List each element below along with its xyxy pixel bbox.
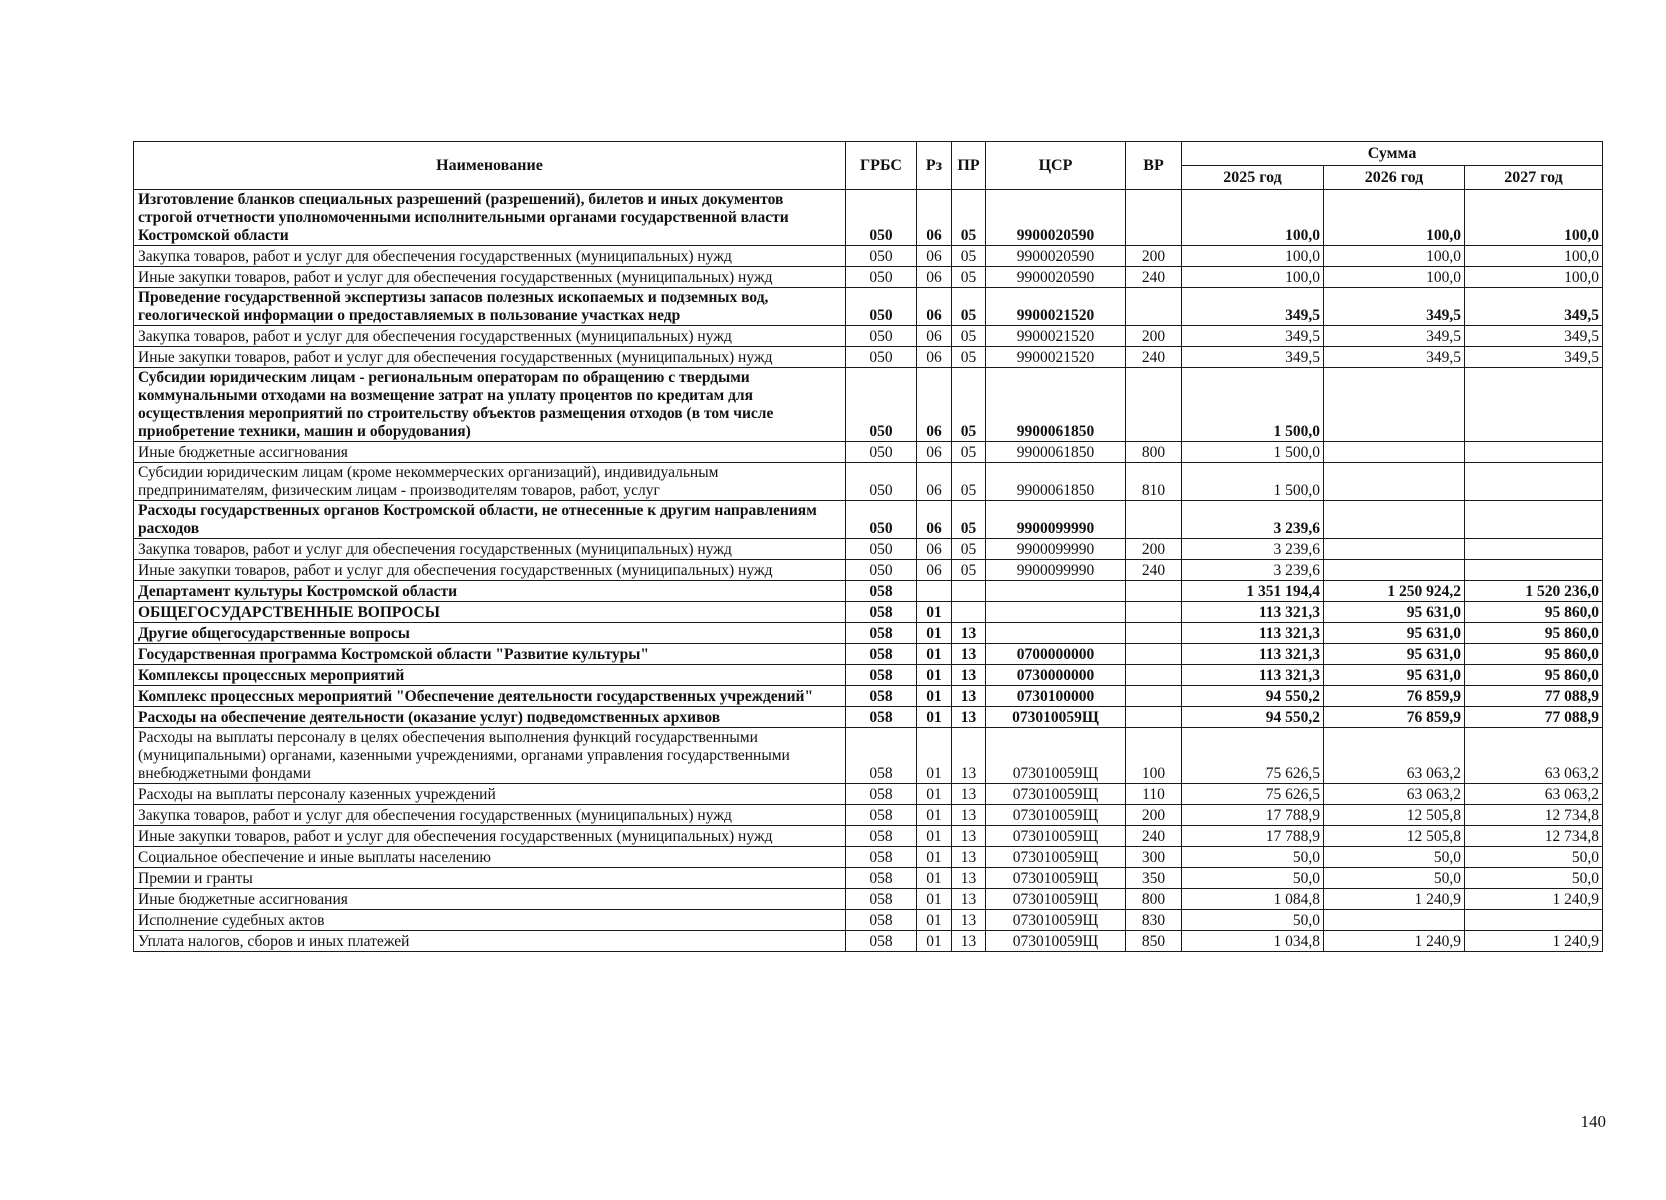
row-grbs: 058	[846, 728, 917, 784]
row-rz	[917, 581, 952, 602]
row-sum-2025: 50,0	[1182, 868, 1324, 889]
row-rz: 06	[917, 463, 952, 501]
table-row	[134, 581, 1603, 602]
row-csr: 073010059Щ	[986, 889, 1126, 910]
row-sum-2025: 100,0	[1182, 190, 1324, 246]
row-sum-2027	[1465, 560, 1603, 581]
table-row	[134, 728, 1603, 784]
row-sum-2025: 113 321,3	[1182, 665, 1324, 686]
table-row	[134, 442, 1603, 463]
row-vr: 240	[1126, 826, 1182, 847]
row-vr	[1126, 190, 1182, 246]
row-rz: 01	[917, 707, 952, 728]
row-sum-2027: 12 734,8	[1465, 826, 1603, 847]
row-grbs: 058	[846, 847, 917, 868]
row-sum-2025: 349,5	[1182, 288, 1324, 326]
row-sum-2027	[1465, 368, 1603, 442]
row-vr: 200	[1126, 246, 1182, 267]
row-vr	[1126, 707, 1182, 728]
row-name: Расходы государственных органов Костромской области, не отнесенные к другим направлениям расходов	[134, 501, 846, 539]
table-row	[134, 665, 1603, 686]
row-sum-2026: 63 063,2	[1324, 784, 1465, 805]
row-csr: 9900061850	[986, 463, 1126, 501]
table-row	[134, 326, 1603, 347]
row-pr: 13	[952, 707, 986, 728]
row-grbs: 050	[846, 368, 917, 442]
row-sum-2027	[1465, 910, 1603, 931]
row-vr	[1126, 602, 1182, 623]
table-row	[134, 826, 1603, 847]
row-csr: 073010059Щ	[986, 847, 1126, 868]
row-sum-2025: 75 626,5	[1182, 728, 1324, 784]
row-sum-2027: 63 063,2	[1465, 728, 1603, 784]
row-csr: 9900020590	[986, 267, 1126, 288]
row-pr: 05	[952, 539, 986, 560]
table-header	[134, 142, 1603, 190]
header-rz: Рз	[917, 142, 952, 190]
row-sum-2026: 50,0	[1324, 847, 1465, 868]
row-name: Иные бюджетные ассигнования	[134, 889, 846, 910]
table-row	[134, 602, 1603, 623]
row-sum-2026: 100,0	[1324, 246, 1465, 267]
row-sum-2027: 100,0	[1465, 190, 1603, 246]
row-grbs: 050	[846, 501, 917, 539]
row-pr: 13	[952, 805, 986, 826]
row-grbs: 058	[846, 868, 917, 889]
row-sum-2026: 1 240,9	[1324, 889, 1465, 910]
row-sum-2027: 1 240,9	[1465, 931, 1603, 952]
table-row	[134, 288, 1603, 326]
table-row	[134, 910, 1603, 931]
row-csr: 073010059Щ	[986, 910, 1126, 931]
row-csr: 9900021520	[986, 347, 1126, 368]
row-sum-2025: 94 550,2	[1182, 686, 1324, 707]
row-grbs: 050	[846, 267, 917, 288]
table-row	[134, 347, 1603, 368]
row-pr: 05	[952, 560, 986, 581]
row-sum-2025: 3 239,6	[1182, 539, 1324, 560]
row-sum-2025: 1 500,0	[1182, 463, 1324, 501]
row-sum-2026	[1324, 560, 1465, 581]
row-vr	[1126, 288, 1182, 326]
row-name: Субсидии юридическим лицам - региональным операторам по обращению с твердыми коммунальными отходами на возмещение затрат на уплату процентов по кредитам для осуществления мероприятий по строительству объектов размещения отходов (в том числе приобретение техники, машин и оборудования)	[134, 368, 846, 442]
row-grbs: 050	[846, 347, 917, 368]
row-csr: 9900020590	[986, 190, 1126, 246]
table-row	[134, 190, 1603, 246]
table-row	[134, 501, 1603, 539]
table-row	[134, 368, 1603, 442]
row-pr	[952, 581, 986, 602]
row-rz: 01	[917, 931, 952, 952]
row-rz: 01	[917, 623, 952, 644]
row-csr: 9900099990	[986, 501, 1126, 539]
row-pr: 13	[952, 889, 986, 910]
row-csr	[986, 602, 1126, 623]
row-grbs: 058	[846, 665, 917, 686]
row-csr: 073010059Щ	[986, 805, 1126, 826]
row-name: Государственная программа Костромской области "Развитие культуры"	[134, 644, 846, 665]
row-name: Иные закупки товаров, работ и услуг для обеспечения государственных (муниципальных) нужд	[134, 347, 846, 368]
row-pr: 13	[952, 644, 986, 665]
row-vr: 240	[1126, 267, 1182, 288]
row-grbs: 050	[846, 463, 917, 501]
row-sum-2025: 100,0	[1182, 267, 1324, 288]
row-sum-2027	[1465, 501, 1603, 539]
row-name: Иные закупки товаров, работ и услуг для обеспечения государственных (муниципальных) нужд	[134, 826, 846, 847]
row-sum-2026	[1324, 368, 1465, 442]
header-sum: Сумма	[1182, 142, 1603, 166]
row-rz: 06	[917, 288, 952, 326]
row-sum-2026: 100,0	[1324, 190, 1465, 246]
row-rz: 01	[917, 826, 952, 847]
row-pr: 13	[952, 847, 986, 868]
row-pr: 13	[952, 910, 986, 931]
row-csr: 073010059Щ	[986, 931, 1126, 952]
row-pr: 05	[952, 288, 986, 326]
row-csr: 9900099990	[986, 539, 1126, 560]
row-grbs: 058	[846, 931, 917, 952]
row-name: Комплексы процессных мероприятий	[134, 665, 846, 686]
row-rz: 01	[917, 728, 952, 784]
row-sum-2025: 1 500,0	[1182, 442, 1324, 463]
table-row	[134, 463, 1603, 501]
row-sum-2026: 1 240,9	[1324, 931, 1465, 952]
table-row	[134, 889, 1603, 910]
row-pr: 05	[952, 442, 986, 463]
row-pr: 05	[952, 501, 986, 539]
row-name: Другие общегосударственные вопросы	[134, 623, 846, 644]
row-pr: 05	[952, 190, 986, 246]
row-csr: 9900021520	[986, 326, 1126, 347]
row-sum-2026: 95 631,0	[1324, 644, 1465, 665]
row-vr: 850	[1126, 931, 1182, 952]
row-grbs: 058	[846, 686, 917, 707]
row-csr: 073010059Щ	[986, 728, 1126, 784]
row-sum-2026	[1324, 501, 1465, 539]
row-vr	[1126, 665, 1182, 686]
row-name: Изготовление бланков специальных разрешений (разрешений), билетов и иных документов строгой отчетности уполномоченными исполнительными органами государственной власти Костромской области	[134, 190, 846, 246]
row-csr: 9900099990	[986, 560, 1126, 581]
row-rz: 01	[917, 847, 952, 868]
row-vr	[1126, 501, 1182, 539]
row-sum-2025: 113 321,3	[1182, 644, 1324, 665]
row-name: Закупка товаров, работ и услуг для обеспечения государственных (муниципальных) нужд	[134, 326, 846, 347]
row-grbs: 050	[846, 560, 917, 581]
row-sum-2025: 3 239,6	[1182, 560, 1324, 581]
header-name: Наименование	[134, 142, 846, 190]
row-sum-2025: 17 788,9	[1182, 826, 1324, 847]
row-rz: 01	[917, 889, 952, 910]
row-rz: 06	[917, 368, 952, 442]
row-name: Проведение государственной экспертизы запасов полезных ископаемых и подземных вод, геологической информации о предоставляемых в пользование участках недр	[134, 288, 846, 326]
row-vr	[1126, 368, 1182, 442]
row-sum-2026	[1324, 442, 1465, 463]
row-pr: 05	[952, 267, 986, 288]
table-row	[134, 560, 1603, 581]
row-name: Премии и гранты	[134, 868, 846, 889]
row-sum-2026: 95 631,0	[1324, 602, 1465, 623]
row-pr: 13	[952, 623, 986, 644]
row-sum-2025: 113 321,3	[1182, 602, 1324, 623]
row-pr: 13	[952, 826, 986, 847]
row-sum-2027: 50,0	[1465, 847, 1603, 868]
row-pr: 05	[952, 368, 986, 442]
row-vr: 300	[1126, 847, 1182, 868]
table-row	[134, 539, 1603, 560]
row-name: Закупка товаров, работ и услуг для обеспечения государственных (муниципальных) нужд	[134, 539, 846, 560]
row-csr: 9900061850	[986, 442, 1126, 463]
row-sum-2027	[1465, 539, 1603, 560]
row-sum-2027: 95 860,0	[1465, 602, 1603, 623]
row-sum-2026: 349,5	[1324, 288, 1465, 326]
row-rz: 06	[917, 190, 952, 246]
row-sum-2026: 76 859,9	[1324, 707, 1465, 728]
row-csr: 9900061850	[986, 368, 1126, 442]
row-grbs: 058	[846, 623, 917, 644]
row-csr: 9900020590	[986, 246, 1126, 267]
row-sum-2027	[1465, 463, 1603, 501]
row-sum-2027: 349,5	[1465, 288, 1603, 326]
row-vr: 200	[1126, 326, 1182, 347]
row-vr: 800	[1126, 889, 1182, 910]
row-vr: 200	[1126, 539, 1182, 560]
row-vr	[1126, 581, 1182, 602]
row-sum-2026: 349,5	[1324, 326, 1465, 347]
row-sum-2027: 349,5	[1465, 347, 1603, 368]
row-csr: 073010059Щ	[986, 868, 1126, 889]
row-rz: 01	[917, 784, 952, 805]
row-sum-2027: 100,0	[1465, 267, 1603, 288]
row-sum-2025: 1 084,8	[1182, 889, 1324, 910]
header-year-2026: 2026 год	[1324, 166, 1465, 190]
row-rz: 01	[917, 602, 952, 623]
header-vr: ВР	[1126, 142, 1182, 190]
row-sum-2027: 349,5	[1465, 326, 1603, 347]
row-name: Закупка товаров, работ и услуг для обеспечения государственных (муниципальных) нужд	[134, 246, 846, 267]
table-row	[134, 931, 1603, 952]
row-rz: 01	[917, 665, 952, 686]
row-sum-2027: 77 088,9	[1465, 686, 1603, 707]
row-sum-2027	[1465, 442, 1603, 463]
row-name: Исполнение судебных актов	[134, 910, 846, 931]
row-grbs: 058	[846, 602, 917, 623]
row-vr: 830	[1126, 910, 1182, 931]
row-csr: 0730000000	[986, 665, 1126, 686]
row-csr	[986, 623, 1126, 644]
row-name: Уплата налогов, сборов и иных платежей	[134, 931, 846, 952]
row-rz: 06	[917, 501, 952, 539]
table-row	[134, 267, 1603, 288]
row-rz: 01	[917, 644, 952, 665]
table-row	[134, 623, 1603, 644]
header-grbs: ГРБС	[846, 142, 917, 190]
row-sum-2027: 100,0	[1465, 246, 1603, 267]
row-sum-2027: 95 860,0	[1465, 623, 1603, 644]
row-vr: 810	[1126, 463, 1182, 501]
row-csr: 073010059Щ	[986, 707, 1126, 728]
row-sum-2026: 95 631,0	[1324, 665, 1465, 686]
row-pr: 13	[952, 784, 986, 805]
row-grbs: 050	[846, 246, 917, 267]
row-sum-2027: 50,0	[1465, 868, 1603, 889]
table-row	[134, 847, 1603, 868]
row-name: Комплекс процессных мероприятий "Обеспечение деятельности государственных учреждений"	[134, 686, 846, 707]
row-rz: 06	[917, 539, 952, 560]
row-sum-2026: 50,0	[1324, 868, 1465, 889]
row-sum-2025: 349,5	[1182, 326, 1324, 347]
row-csr: 073010059Щ	[986, 784, 1126, 805]
row-pr: 13	[952, 665, 986, 686]
row-sum-2025: 100,0	[1182, 246, 1324, 267]
row-vr: 200	[1126, 805, 1182, 826]
table-row	[134, 686, 1603, 707]
row-grbs: 050	[846, 442, 917, 463]
row-grbs: 058	[846, 784, 917, 805]
row-rz: 01	[917, 805, 952, 826]
row-pr: 13	[952, 728, 986, 784]
row-sum-2026: 95 631,0	[1324, 623, 1465, 644]
row-sum-2027: 1 520 236,0	[1465, 581, 1603, 602]
row-sum-2026	[1324, 539, 1465, 560]
row-vr	[1126, 644, 1182, 665]
row-sum-2026: 76 859,9	[1324, 686, 1465, 707]
table-row	[134, 868, 1603, 889]
row-grbs: 058	[846, 644, 917, 665]
row-sum-2026: 1 250 924,2	[1324, 581, 1465, 602]
row-sum-2026: 349,5	[1324, 347, 1465, 368]
row-sum-2027: 95 860,0	[1465, 644, 1603, 665]
row-name: Иные бюджетные ассигнования	[134, 442, 846, 463]
row-rz: 06	[917, 246, 952, 267]
page-number: 140	[1580, 1112, 1606, 1131]
row-sum-2025: 349,5	[1182, 347, 1324, 368]
row-csr: 073010059Щ	[986, 826, 1126, 847]
row-sum-2026	[1324, 463, 1465, 501]
row-sum-2025: 113 321,3	[1182, 623, 1324, 644]
table-row	[134, 644, 1603, 665]
row-rz: 06	[917, 267, 952, 288]
row-name: Расходы на обеспечение деятельности (оказание услуг) подведомственных архивов	[134, 707, 846, 728]
row-pr: 13	[952, 931, 986, 952]
header-year-2027: 2027 год	[1465, 166, 1603, 190]
row-sum-2027: 12 734,8	[1465, 805, 1603, 826]
row-vr: 240	[1126, 347, 1182, 368]
row-sum-2026: 12 505,8	[1324, 826, 1465, 847]
row-grbs: 050	[846, 190, 917, 246]
row-grbs: 058	[846, 581, 917, 602]
row-sum-2025: 75 626,5	[1182, 784, 1324, 805]
row-grbs: 058	[846, 826, 917, 847]
row-grbs: 050	[846, 326, 917, 347]
row-name: Социальное обеспечение и иные выплаты населению	[134, 847, 846, 868]
row-grbs: 058	[846, 805, 917, 826]
budget-table	[133, 141, 1603, 952]
row-csr: 9900021520	[986, 288, 1126, 326]
row-sum-2026: 63 063,2	[1324, 728, 1465, 784]
row-grbs: 050	[846, 539, 917, 560]
header-year-2025: 2025 год	[1182, 166, 1324, 190]
row-rz: 06	[917, 442, 952, 463]
row-sum-2027: 95 860,0	[1465, 665, 1603, 686]
row-grbs: 058	[846, 910, 917, 931]
row-rz: 06	[917, 560, 952, 581]
row-pr: 05	[952, 463, 986, 501]
row-pr: 05	[952, 347, 986, 368]
row-csr	[986, 581, 1126, 602]
row-name: Департамент культуры Костромской области	[134, 581, 846, 602]
row-pr: 13	[952, 686, 986, 707]
row-pr: 13	[952, 868, 986, 889]
row-sum-2025: 50,0	[1182, 847, 1324, 868]
row-vr: 800	[1126, 442, 1182, 463]
row-vr: 240	[1126, 560, 1182, 581]
row-pr	[952, 602, 986, 623]
row-vr: 350	[1126, 868, 1182, 889]
row-rz: 06	[917, 347, 952, 368]
row-grbs: 050	[846, 288, 917, 326]
row-sum-2027: 63 063,2	[1465, 784, 1603, 805]
row-rz: 01	[917, 868, 952, 889]
row-sum-2025: 17 788,9	[1182, 805, 1324, 826]
row-pr: 05	[952, 326, 986, 347]
row-sum-2026: 12 505,8	[1324, 805, 1465, 826]
header-csr: ЦСР	[986, 142, 1126, 190]
row-rz: 01	[917, 910, 952, 931]
row-rz: 01	[917, 686, 952, 707]
row-vr	[1126, 686, 1182, 707]
row-name: Иные закупки товаров, работ и услуг для обеспечения государственных (муниципальных) нужд	[134, 560, 846, 581]
row-name: Расходы на выплаты персоналу в целях обеспечения выполнения функций государственными (муниципальными) органами, казенными учреждениями, органами управления государственными внебюджетными фондами	[134, 728, 846, 784]
row-name: Закупка товаров, работ и услуг для обеспечения государственных (муниципальных) нужд	[134, 805, 846, 826]
row-csr: 0700000000	[986, 644, 1126, 665]
row-grbs: 058	[846, 707, 917, 728]
table-row	[134, 805, 1603, 826]
row-sum-2025: 50,0	[1182, 910, 1324, 931]
row-sum-2025: 3 239,6	[1182, 501, 1324, 539]
row-sum-2027: 1 240,9	[1465, 889, 1603, 910]
row-sum-2025: 1 351 194,4	[1182, 581, 1324, 602]
row-sum-2025: 94 550,2	[1182, 707, 1324, 728]
row-sum-2026: 100,0	[1324, 267, 1465, 288]
header-pr: ПР	[952, 142, 986, 190]
row-rz: 06	[917, 326, 952, 347]
row-name: Расходы на выплаты персоналу казенных учреждений	[134, 784, 846, 805]
row-sum-2027: 77 088,9	[1465, 707, 1603, 728]
table-row	[134, 707, 1603, 728]
row-name: Субсидии юридическим лицам (кроме некоммерческих организаций), индивидуальным предпринимателям, физическим лицам - производителям товаров, работ, услуг	[134, 463, 846, 501]
row-vr: 100	[1126, 728, 1182, 784]
row-sum-2025: 1 500,0	[1182, 368, 1324, 442]
row-name: Иные закупки товаров, работ и услуг для обеспечения государственных (муниципальных) нужд	[134, 267, 846, 288]
row-name: ОБЩЕГОСУДАРСТВЕННЫЕ ВОПРОСЫ	[134, 602, 846, 623]
row-grbs: 058	[846, 889, 917, 910]
row-vr	[1126, 623, 1182, 644]
row-csr: 0730100000	[986, 686, 1126, 707]
table-body	[134, 190, 1603, 952]
table-row	[134, 246, 1603, 267]
row-sum-2026	[1324, 910, 1465, 931]
row-pr: 05	[952, 246, 986, 267]
table-row	[134, 784, 1603, 805]
row-sum-2025: 1 034,8	[1182, 931, 1324, 952]
row-vr: 110	[1126, 784, 1182, 805]
